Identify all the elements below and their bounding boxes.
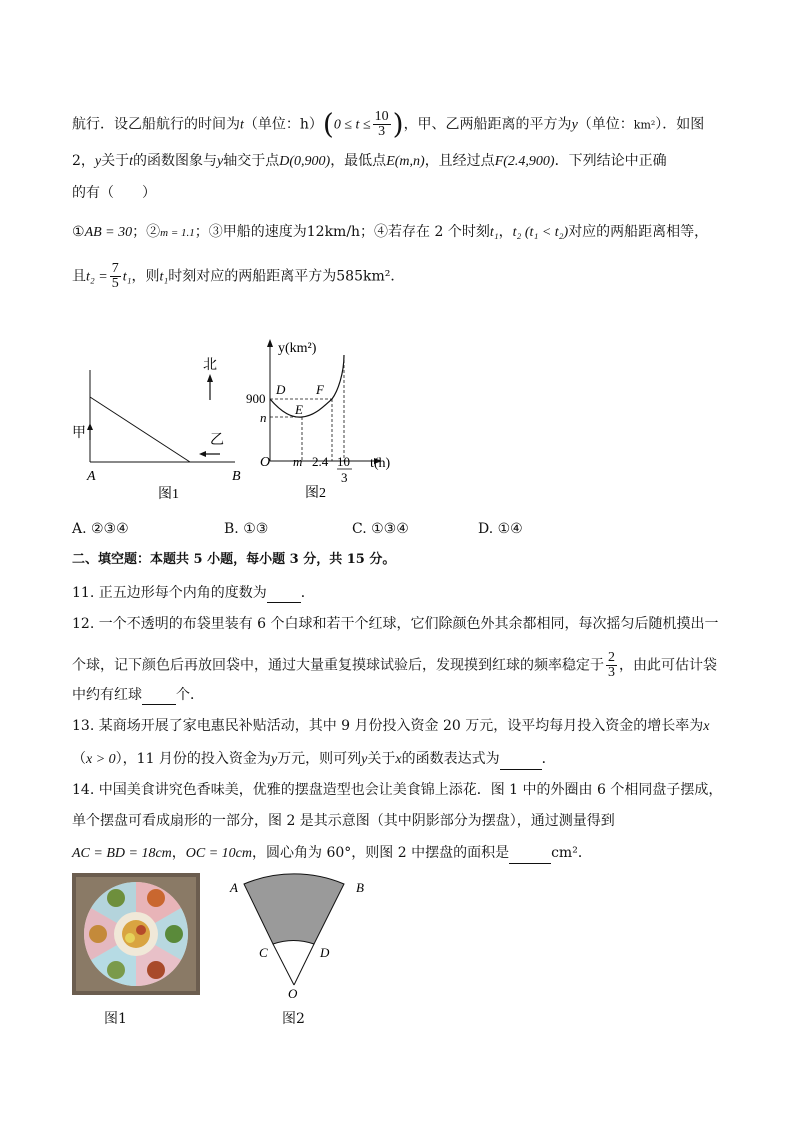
question-14-line-3: AC = BD = 18cm，OC = 10cm，圆心角为 60°，则图 2 中摆盘的面积是 cm²． xyxy=(72,843,592,864)
question-14-line-1: 14. 中国美食讲究色香味美，优雅的摆盘造型也会让美食锦上添花．图 1 中的外圈由 6 个相同盘子摆成， xyxy=(72,782,723,798)
figure-1-ships xyxy=(60,340,260,510)
yi-label: 乙 xyxy=(210,433,224,448)
problem-line-3: 的有（ ） xyxy=(72,185,156,201)
answer-blank-12[interactable] xyxy=(142,690,176,705)
tick-900: 900 xyxy=(246,391,266,406)
problem-line-4: ①AB = 30；②m = 1.1；③甲船的速度为12km/h；④若存在 2 个时刻t₁，t₂ (t₁ < t₂)对应的两船距离相等， xyxy=(72,224,709,240)
point-F: F(2.4,900) xyxy=(494,154,555,169)
sector-caption: 图2 xyxy=(282,1011,305,1027)
point-B-label: B xyxy=(232,469,241,484)
origin-label: O xyxy=(260,455,271,470)
answer-blank-11[interactable] xyxy=(267,588,301,603)
sector-diagram xyxy=(222,873,372,1003)
label-D: D xyxy=(320,945,330,960)
problem-line-5: 且t₂ = $\frac{7}{5}$ t₁，则t₁时刻对应的两船距离平方为585km²． xyxy=(72,261,405,291)
north-arrow-icon xyxy=(207,374,213,382)
fraction-2-3: $\frac{2}{3}$ xyxy=(608,650,615,680)
tick-m: m xyxy=(293,454,303,469)
question-11: 11. 正五边形每个内角的度数为 ． xyxy=(72,585,315,601)
problem-line-1: 航行．设乙船航行的时间为t（单位：h）(0 ≤ t ≤ $\frac{10}{3}$ )，甲、乙两船距离的平方为y（单位：km²）．如图 xyxy=(72,107,705,141)
label-C: C xyxy=(259,945,268,960)
text-segment: （单位：h） xyxy=(243,116,323,133)
t-axis-label: t(h) xyxy=(370,456,391,471)
jia-label: 甲 xyxy=(72,426,86,441)
var-t: t xyxy=(240,117,244,133)
unit: km² xyxy=(633,118,656,132)
question-13-line-2: （x > 0），11 月份的投入资金为y万元，则可列y关于x的函数表达式为 ． xyxy=(72,749,556,770)
yi-arrow-icon xyxy=(199,451,206,457)
y-axis-arrow-icon xyxy=(267,339,273,347)
point-A-label: A xyxy=(87,469,96,484)
tick-3: 3 xyxy=(341,470,348,485)
label-B: B xyxy=(356,880,364,895)
label-F: F xyxy=(316,382,324,397)
point-D: D(0,900) xyxy=(279,154,331,169)
fraction-10-3: $\frac{10}{3}$ xyxy=(374,109,389,139)
tick-n: n xyxy=(260,410,267,425)
question-12-line-3: 中约有红球 个． xyxy=(72,687,204,703)
question-14-line-2: 单个摆盘可看成扇形的一部分，图 2 是其示意图（其中阴影部分为摆盘），通过测量得到 xyxy=(72,813,615,829)
photo-caption: 图1 xyxy=(104,1011,127,1027)
option-A[interactable]: A. ②③④ xyxy=(72,521,129,537)
label-D: D xyxy=(276,382,286,397)
y-axis-label: y(km²) xyxy=(278,341,317,356)
food-plate-photo xyxy=(72,873,200,995)
text-segment: （单位： xyxy=(577,116,634,133)
answer-blank-14[interactable] xyxy=(509,849,551,864)
diagonal-line xyxy=(90,397,190,462)
point-E: E(m,n) xyxy=(386,154,425,169)
figure-2-graph xyxy=(240,335,410,510)
label-E: E xyxy=(295,402,303,417)
question-12-line-1: 12. 一个不透明的布袋里装有 6 个白球和若干个红球，它们除颜色外其余都相同，每次摇匀后随机摸出一 xyxy=(72,616,719,632)
var-y: y xyxy=(571,117,578,133)
question-12-line-2: 个球，记下颜色后再放回袋中，通过大量重复摸球试验后，发现摸到红球的频率稳定于 $\frac{2}{3}$ ，由此可估计袋 xyxy=(72,650,717,680)
option-B[interactable]: B. ①③ xyxy=(224,521,269,537)
answer-blank-13[interactable] xyxy=(500,755,542,770)
option-D[interactable]: D. ①④ xyxy=(478,521,523,537)
label-A: A xyxy=(230,880,238,895)
label-O: O xyxy=(288,986,298,1001)
section-heading: 二、填空题：本题共 5 小题，每小题 3 分，共 15 分。 xyxy=(72,552,396,567)
fraction-7-5: $\frac{7}{5}$ xyxy=(111,261,119,291)
shaded-plate-region xyxy=(244,874,344,944)
question-13-line-1: 13. 某商场开展了家电惠民补贴活动，其中 9 月份投入资金 20 万元，设平均每月投入资金的增长率为x xyxy=(72,718,710,734)
problem-line-2: 2，y关于t的函数图象与y轴交于点D(0,900)，最低点E(m,n)，且经过点F(2.4,900)．下列结论中正确 xyxy=(72,153,667,169)
tick-2-4: 2.4 xyxy=(312,454,329,469)
text-segment: ）．如图 xyxy=(655,116,705,133)
inequality: 0 ≤ t ≤ xyxy=(333,117,371,133)
figure-1-caption: 图1 xyxy=(158,487,179,502)
jia-arrow-icon xyxy=(87,423,93,430)
north-label: 北 xyxy=(203,358,217,373)
tick-10: 10 xyxy=(337,454,350,469)
option-C[interactable]: C. ①③④ xyxy=(352,521,409,537)
text-segment: 航行．设乙船航行的时间为 xyxy=(72,116,240,133)
text-segment: ，甲、乙两船距离的平方为 xyxy=(403,116,572,133)
figure-2-caption: 图2 xyxy=(305,486,326,501)
